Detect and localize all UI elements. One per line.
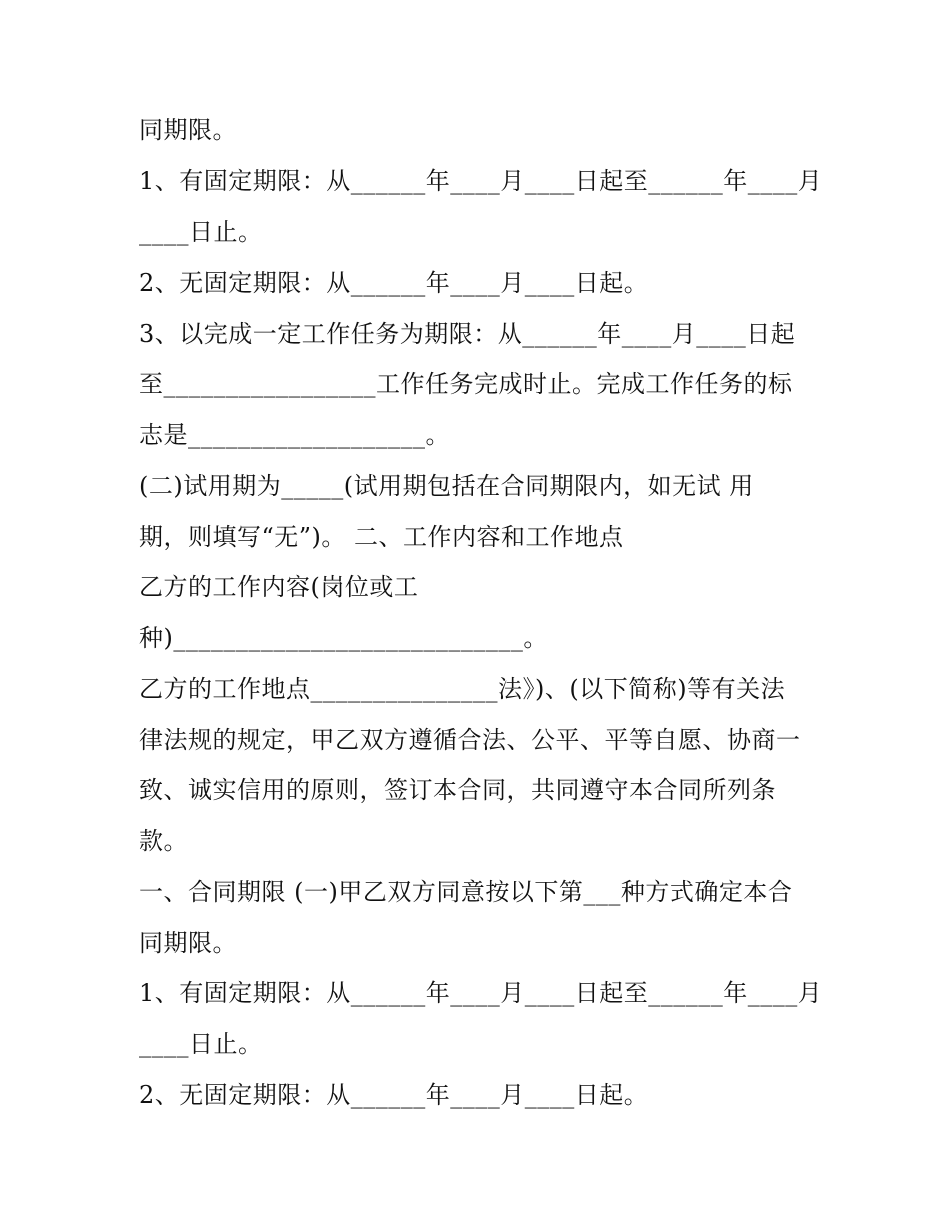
text-line: 种)____________________________。 <box>139 624 548 652</box>
text-line: 一、合同期限 (一)甲乙双方同意按以下第___种方式确定本合 <box>139 878 793 906</box>
text-line: ____日止。 <box>139 218 263 246</box>
text-line: 致、诚实信用的原则，签订本合同，共同遵守本合同所列条 <box>139 776 776 804</box>
text-line: 律法规的规定，甲乙双方遵循合法、公平、平等自愿、协商一 <box>139 726 801 754</box>
text-line: (二)试用期为_____(试用期包括在合同期限内，如无试 用 <box>139 472 754 500</box>
text-line: 2、无固定期限：从______年____月____日起。 <box>139 1081 649 1109</box>
text-line: 1、有固定期限：从______年____月____日起至______年____月 <box>139 167 823 195</box>
text-line: 款。 <box>139 827 188 855</box>
text-line: 同期限。 <box>139 929 237 957</box>
text-line: 1、有固定期限：从______年____月____日起至______年____月 <box>139 979 823 1007</box>
text-line: 期，则填写“无”)。 二、工作内容和工作地点 <box>139 523 624 551</box>
text-line: 2、无固定期限：从______年____月____日起。 <box>139 269 649 297</box>
text-line: 3、以完成一定工作任务为期限：从______年____月____日起 <box>139 320 796 348</box>
text-line: 同期限。 <box>139 116 237 144</box>
text-line: ____日止。 <box>139 1030 263 1058</box>
text-line: 至_________________工作任务完成时止。完成工作任务的标 <box>139 370 793 398</box>
text-line: 乙方的工作内容(岗位或工 <box>139 573 419 601</box>
text-line: 乙方的工作地点_______________法》)、(以下简称)等有关法 <box>139 675 786 703</box>
text-line: 志是___________________。 <box>139 421 450 449</box>
